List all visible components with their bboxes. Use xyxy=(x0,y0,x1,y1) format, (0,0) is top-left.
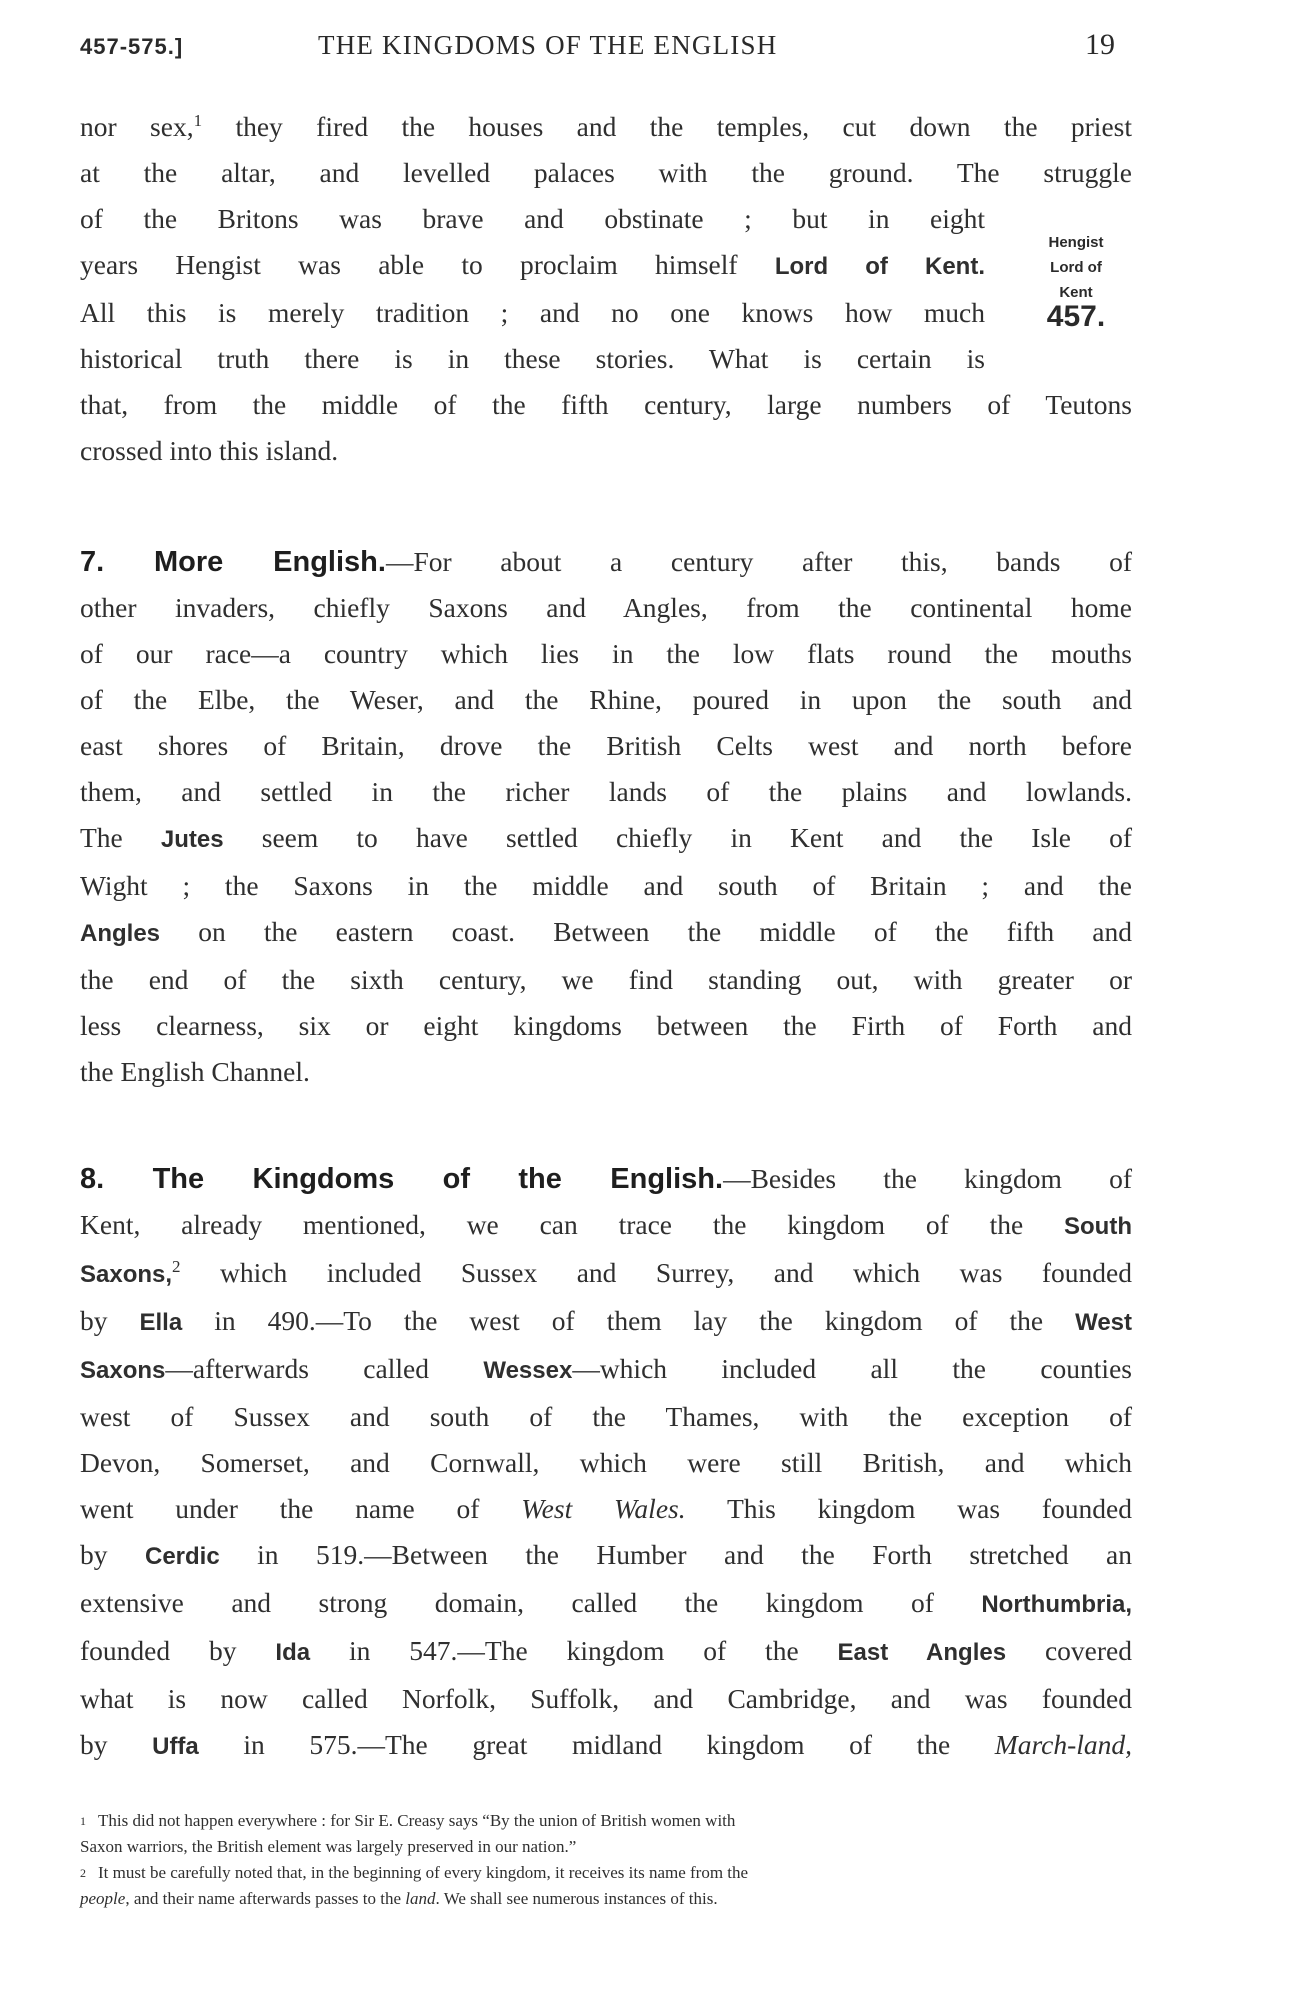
section-8 xyxy=(80,1156,1132,1770)
text-line: years Hengist was able to proclaim himself Lord of Kent. xyxy=(80,249,985,280)
paragraph-intro xyxy=(80,104,1132,474)
text-line: the English Channel. xyxy=(80,1056,310,1087)
header-title: THE KINGDOMS OF THE ENGLISH xyxy=(318,30,778,60)
text-line: Saxons—afterwards called Wessex—which included all the counties xyxy=(80,1353,1132,1384)
text-line: Angles on the eastern coast. Between the middle of the fifth and xyxy=(80,916,1132,947)
text-line: All this is merely tradition ; and no one knows how much xyxy=(80,297,985,328)
emphasis: Lord of Kent. xyxy=(774,253,985,280)
emphasis: East Angles xyxy=(837,1639,1007,1666)
text-line: by Uffa in 575.—The great midland kingdom of the March-land, xyxy=(80,1729,1133,1760)
text-line: 8. The Kingdoms of the English.—Besides the kingdom of xyxy=(80,1163,1132,1195)
emphasis: Uffa xyxy=(152,1733,199,1760)
text-line: east shores of Britain, drove the British Celts west and north before xyxy=(80,730,1132,761)
text-line: Wight ; the Saxons in the middle and south of Britain ; and the xyxy=(80,870,1132,901)
text-line: what is now called Norfolk, Suffolk, and Cambridge, and was founded xyxy=(80,1683,1132,1714)
footnote-number: 1 xyxy=(80,1814,86,1828)
emphasis: Angles xyxy=(80,920,161,947)
text-line: Saxons,$^2$ which included Sussex and Surrey, and which was founded xyxy=(80,1256,1132,1288)
footnote: 1 This did not happen everywhere : for Sir E. Creasy says “By the union of British women with xyxy=(80,1808,1132,1834)
text-line: of the Britons was brave and obstinate ; but in eight xyxy=(80,203,985,234)
emphasis: Northumbria, xyxy=(981,1591,1132,1618)
footnote: 2 It must be carefully noted that, in the beginning of every kingdom, it receives its name from the xyxy=(80,1860,1132,1886)
margin-note-line: Hengist xyxy=(1048,234,1104,251)
text-line: at the altar, and levelled palaces with the ground. The struggle xyxy=(80,157,1132,188)
text-line: extensive and strong domain, called the kingdom of Northumbria, xyxy=(80,1587,1132,1618)
emphasis: Wessex xyxy=(483,1357,573,1384)
section-heading: 7. More English. xyxy=(80,546,386,578)
text-line: historical truth there is in these stories. What is certain is xyxy=(80,343,985,374)
text-line: west of Sussex and south of the Thames, with the exception of xyxy=(80,1401,1132,1432)
text-line: of our race—a country which lies in the low flats round the mouths xyxy=(80,638,1132,669)
footnote: Saxon warriors, the British element was largely preserved in our nation.” xyxy=(80,1837,577,1856)
text-line: went under the name of West Wales. This kingdom was founded xyxy=(80,1493,1132,1524)
emphasis: West xyxy=(1075,1309,1132,1336)
text-line: The Jutes seem to have settled chiefly in Kent and the Isle of xyxy=(80,822,1132,853)
footnote-number: 2 xyxy=(80,1866,86,1880)
text-line: founded by Ida in 547.—The kingdom of the East Angles covered xyxy=(80,1635,1132,1666)
text-line: that, from the middle of the fifth century, large numbers of Teutons xyxy=(80,389,1132,420)
emphasis: Jutes xyxy=(160,826,224,853)
text-line: 7. More English.—For about a century after this, bands of xyxy=(80,546,1132,578)
running-header xyxy=(80,28,1130,68)
text-line: by Ella in 490.—To the west of them lay the kingdom of the West xyxy=(80,1305,1132,1336)
emphasis: Cerdic xyxy=(144,1543,220,1570)
section-heading: 8. The Kingdoms of the English. xyxy=(80,1163,724,1195)
text-line: crossed into this island. xyxy=(80,435,339,466)
text-line: them, and settled in the richer lands of the plains and lowlands. xyxy=(80,776,1132,807)
margin-note-line: Kent xyxy=(1059,284,1093,301)
footnote-ref: 2 xyxy=(172,1256,181,1276)
text-line: other invaders, chiefly Saxons and Angles, from the continental home xyxy=(80,592,1132,623)
footnotes xyxy=(80,1808,1132,1912)
emphasis: Ella xyxy=(139,1309,183,1336)
margin-note-line: Lord of xyxy=(1050,259,1102,276)
text-line: by Cerdic in 519.—Between the Humber and the Forth stretched an xyxy=(80,1539,1133,1570)
emphasis: Ida xyxy=(275,1639,311,1666)
section-7 xyxy=(80,539,1132,1095)
text-line: of the Elbe, the Weser, and the Rhine, poured in upon the south and xyxy=(80,684,1132,715)
emphasis: South xyxy=(1064,1213,1132,1240)
emphasis: Saxons xyxy=(80,1357,166,1384)
text-line: Kent, already mentioned, we can trace the kingdom of the South xyxy=(80,1209,1132,1240)
footnote-ref: 1 xyxy=(193,110,203,130)
footnote: people, and their name afterwards passes to the land. We shall see numerous instances of this. xyxy=(80,1889,718,1908)
page-number: 19 xyxy=(1085,28,1115,61)
text-line: less clearness, six or eight kingdoms between the Firth of Forth and xyxy=(80,1010,1132,1041)
margin-note-year: 457. xyxy=(1046,300,1106,333)
text-line: nor sex,$^1$ they fired the houses and the temples, cut down the priest xyxy=(80,110,1132,142)
emphasis: Saxons, xyxy=(80,1261,173,1288)
header-date-range: 457-575.] xyxy=(80,34,184,59)
emphasis: West Wales. xyxy=(521,1493,686,1524)
text-line: Devon, Somerset, and Cornwall, which were still British, and which xyxy=(80,1447,1132,1478)
emphasis: March-land, xyxy=(994,1729,1133,1760)
text-line: the end of the sixth century, we find standing out, with greater or xyxy=(80,964,1132,995)
